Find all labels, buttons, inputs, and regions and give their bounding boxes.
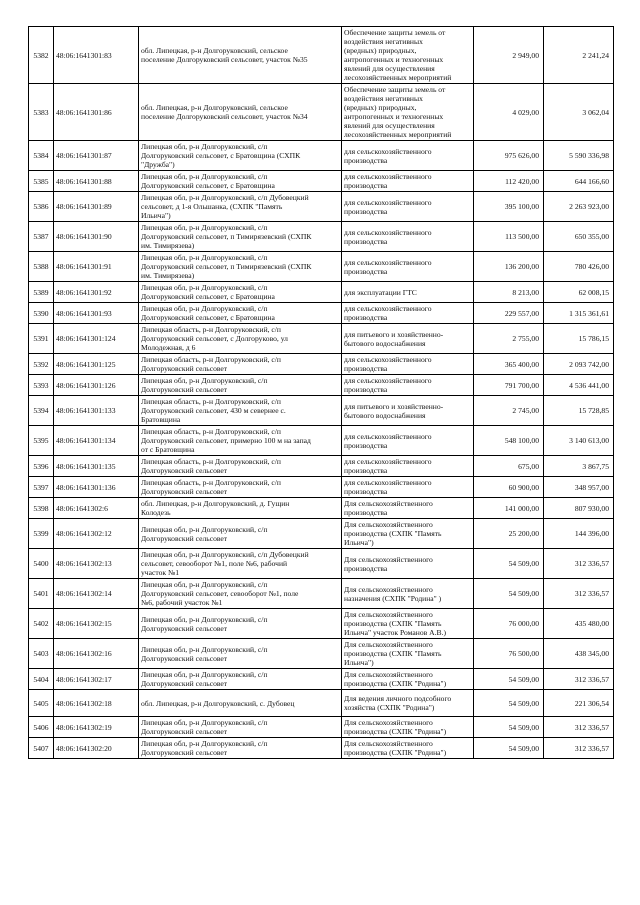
row-number: 5396 <box>29 456 54 477</box>
row-number: 5384 <box>29 141 54 171</box>
cadastral-number: 48:06:1641301:87 <box>54 141 139 171</box>
address: Липецкая область, р-н Долгоруковский, с/п Долгоруковский сельсовет <box>139 477 342 498</box>
permitted-use: для сельскохозяйственного производства <box>342 141 474 171</box>
table-row <box>29 282 614 303</box>
permitted-use: для сельскохозяйственного производства <box>342 222 474 252</box>
table-row <box>29 84 614 141</box>
address: обл. Липецкая, р-н Долгоруковский, сельское поселение Долгоруковский сельсовет, участок №34 <box>139 84 342 141</box>
table-row <box>29 252 614 282</box>
permitted-use: для сельскохозяйственного производства <box>342 426 474 456</box>
address: Липецкая область, р-н Долгоруковский, с/п Долгоруковский сельсовет <box>139 456 342 477</box>
cadastral-number: 48:06:1641301:83 <box>54 27 139 84</box>
address: Липецкая обл, р-н Долгоруковский, с/п Дубовецкий сельсовет, д 1-я Ольшанка, (СХПК "Память Ильича") <box>139 192 342 222</box>
area-value: 548 100,00 <box>474 426 544 456</box>
table-body <box>29 27 614 759</box>
address: Липецкая обл, р-н Долгоруковский, с/п Долгоруковский сельсовет <box>139 639 342 669</box>
cadastral-cost: 3 140 613,00 <box>544 426 614 456</box>
cadastral-number: 48:06:1641302:15 <box>54 609 139 639</box>
land-plots-table <box>28 26 614 759</box>
cadastral-number: 48:06:1641302:18 <box>54 690 139 717</box>
area-value: 2 949,00 <box>474 27 544 84</box>
cadastral-cost: 644 166,60 <box>544 171 614 192</box>
area-value: 791 700,00 <box>474 375 544 396</box>
cadastral-cost: 5 590 336,98 <box>544 141 614 171</box>
row-number: 5397 <box>29 477 54 498</box>
cadastral-cost: 312 336,57 <box>544 579 614 609</box>
area-value: 113 500,00 <box>474 222 544 252</box>
permitted-use: Для сельскохозяйственного производства <box>342 549 474 579</box>
row-number: 5385 <box>29 171 54 192</box>
cadastral-cost: 312 336,57 <box>544 738 614 759</box>
address: Липецкая обл, р-н Долгоруковский, с/п Долгоруковский сельсовет, с Братовщина <box>139 303 342 324</box>
row-number: 5402 <box>29 609 54 639</box>
cadastral-number: 48:06:1641301:89 <box>54 192 139 222</box>
permitted-use: для сельскохозяйственного производства <box>342 171 474 192</box>
cadastral-number: 48:06:1641301:86 <box>54 84 139 141</box>
table-row <box>29 498 614 519</box>
table-row <box>29 609 614 639</box>
row-number: 5393 <box>29 375 54 396</box>
row-number: 5399 <box>29 519 54 549</box>
permitted-use: Для сельскохозяйственного производства (СХПК "Память Ильича" участок Романов А.В.) <box>342 609 474 639</box>
permitted-use: Для сельскохозяйственного производства (СХПК "Память Ильича") <box>342 639 474 669</box>
address: Липецкая обл, р-н Долгоруковский, с/п Дубовецкий сельсовет, севооборот №1, поле №6, рабочий участок №1 <box>139 549 342 579</box>
cadastral-cost: 780 426,00 <box>544 252 614 282</box>
permitted-use: Для ведения личного подсобного хозяйства (СХПК "Родина") <box>342 690 474 717</box>
table-row <box>29 192 614 222</box>
cadastral-cost: 3 062,04 <box>544 84 614 141</box>
address: Липецкая область, р-н Долгоруковский, с/п Долгоруковский сельсовет <box>139 354 342 375</box>
address: Липецкая обл, р-н Долгоруковский, с/п Долгоруковский сельсовет, с Братовщина <box>139 282 342 303</box>
table-row <box>29 222 614 252</box>
cadastral-cost: 4 536 441,00 <box>544 375 614 396</box>
cadastral-cost: 3 867,75 <box>544 456 614 477</box>
table-row <box>29 690 614 717</box>
cadastral-cost: 15 728,85 <box>544 396 614 426</box>
row-number: 5407 <box>29 738 54 759</box>
area-value: 25 200,00 <box>474 519 544 549</box>
cadastral-number: 48:06:1641302:6 <box>54 498 139 519</box>
area-value: 229 557,00 <box>474 303 544 324</box>
cadastral-number: 48:06:1641301:93 <box>54 303 139 324</box>
address: Липецкая обл, р-н Долгоруковский, с/п Долгоруковский сельсовет <box>139 669 342 690</box>
area-value: 76 000,00 <box>474 609 544 639</box>
cadastral-number: 48:06:1641301:126 <box>54 375 139 396</box>
address: Липецкая обл, р-н Долгоруковский, с/п Долгоруковский сельсовет <box>139 519 342 549</box>
area-value: 2 755,00 <box>474 324 544 354</box>
permitted-use: Для сельскохозяйственного производства (СХПК "Память Ильича") <box>342 519 474 549</box>
table-row <box>29 141 614 171</box>
cadastral-number: 48:06:1641302:13 <box>54 549 139 579</box>
area-value: 8 213,00 <box>474 282 544 303</box>
cadastral-cost: 807 930,00 <box>544 498 614 519</box>
address: Липецкая обл, р-н Долгоруковский, с/п Долгоруковский сельсовет <box>139 609 342 639</box>
area-value: 112 420,00 <box>474 171 544 192</box>
row-number: 5390 <box>29 303 54 324</box>
row-number: 5383 <box>29 84 54 141</box>
permitted-use: Обеспечение защиты земель от воздействия негативных (вредных) природных, антропогенных и техногенных явлений для осуществления лесохозяйственных мероприятий <box>342 27 474 84</box>
area-value: 365 400,00 <box>474 354 544 375</box>
permitted-use: Для сельскохозяйственного назначения (СХПК "Родина" ) <box>342 579 474 609</box>
permitted-use: для сельскохозяйственного производства <box>342 192 474 222</box>
area-value: 60 900,00 <box>474 477 544 498</box>
row-number: 5400 <box>29 549 54 579</box>
row-number: 5392 <box>29 354 54 375</box>
table-row <box>29 549 614 579</box>
cadastral-number: 48:06:1641301:133 <box>54 396 139 426</box>
cadastral-number: 48:06:1641301:91 <box>54 252 139 282</box>
permitted-use: для сельскохозяйственного производства <box>342 354 474 375</box>
permitted-use: Для сельскохозяйственного производства <box>342 498 474 519</box>
address: Липецкая обл, р-н Долгоруковский, с/п Долгоруковский сельсовет <box>139 375 342 396</box>
table-row <box>29 519 614 549</box>
row-number: 5403 <box>29 639 54 669</box>
area-value: 141 000,00 <box>474 498 544 519</box>
table-row <box>29 375 614 396</box>
address: Липецкая область, р-н Долгоруковский, с/п Долгоруковский сельсовет, 430 м севернее с. Братовщина <box>139 396 342 426</box>
permitted-use: для сельскохозяйственного производства <box>342 477 474 498</box>
address: Липецкая область, р-н Долгоруковский, с/п Долгоруковский сельсовет, примерно 100 м на запад от с Братовщина <box>139 426 342 456</box>
table-row <box>29 354 614 375</box>
table-row <box>29 27 614 84</box>
table-row <box>29 324 614 354</box>
table-row <box>29 426 614 456</box>
permitted-use: для сельскохозяйственного производства <box>342 456 474 477</box>
permitted-use: для питьевого и хозяйственно- бытового водоснабжения <box>342 324 474 354</box>
area-value: 54 509,00 <box>474 738 544 759</box>
area-value: 54 509,00 <box>474 690 544 717</box>
area-value: 54 509,00 <box>474 579 544 609</box>
cadastral-number: 48:06:1641302:17 <box>54 669 139 690</box>
table-row <box>29 477 614 498</box>
cadastral-cost: 2 263 923,00 <box>544 192 614 222</box>
address: Липецкая обл, р-н Долгоруковский, с/п Долгоруковский сельсовет <box>139 738 342 759</box>
area-value: 54 509,00 <box>474 717 544 738</box>
cadastral-number: 48:06:1641301:136 <box>54 477 139 498</box>
permitted-use: для сельскохозяйственного производства <box>342 375 474 396</box>
cadastral-cost: 348 957,00 <box>544 477 614 498</box>
cadastral-cost: 2 241,24 <box>544 27 614 84</box>
table-row <box>29 303 614 324</box>
row-number: 5395 <box>29 426 54 456</box>
cadastral-number: 48:06:1641301:124 <box>54 324 139 354</box>
table-row <box>29 171 614 192</box>
area-value: 4 029,00 <box>474 84 544 141</box>
cadastral-number: 48:06:1641302:16 <box>54 639 139 669</box>
address: обл. Липецкая, р-н Долгоруковский, с. Дубовец <box>139 690 342 717</box>
address: обл. Липецкая, р-н Долгоруковский, сельское поселение Долгоруковский сельсовет, участок №35 <box>139 27 342 84</box>
area-value: 675,00 <box>474 456 544 477</box>
cadastral-number: 48:06:1641302:14 <box>54 579 139 609</box>
address: Липецкая область, р-н Долгоруковский, с/п Долгоруковский сельсовет, с Долгоруково, ул Молодежная, д 6 <box>139 324 342 354</box>
row-number: 5391 <box>29 324 54 354</box>
row-number: 5405 <box>29 690 54 717</box>
area-value: 136 200,00 <box>474 252 544 282</box>
cadastral-cost: 435 480,00 <box>544 609 614 639</box>
cadastral-cost: 312 336,57 <box>544 549 614 579</box>
area-value: 54 509,00 <box>474 669 544 690</box>
row-number: 5406 <box>29 717 54 738</box>
row-number: 5401 <box>29 579 54 609</box>
permitted-use: Обеспечение защиты земель от воздействия негативных (вредных) природных, антропогенных и техногенных явлений для осуществления лесохозяйственных мероприятий <box>342 84 474 141</box>
cadastral-number: 48:06:1641301:135 <box>54 456 139 477</box>
area-value: 54 509,00 <box>474 549 544 579</box>
permitted-use: Для сельскохозяйственного производства (СХПК "Родина") <box>342 717 474 738</box>
cadastral-cost: 312 336,57 <box>544 669 614 690</box>
cadastral-cost: 15 786,15 <box>544 324 614 354</box>
address: Липецкая обл, р-н Долгоруковский, с/п Долгоруковский сельсовет, с Братовщина (СХПК "Дружба") <box>139 141 342 171</box>
table-row <box>29 717 614 738</box>
cadastral-cost: 144 396,00 <box>544 519 614 549</box>
row-number: 5386 <box>29 192 54 222</box>
row-number: 5389 <box>29 282 54 303</box>
area-value: 975 626,00 <box>474 141 544 171</box>
area-value: 76 500,00 <box>474 639 544 669</box>
permitted-use: Для сельскохозяйственного производства (СХПК "Родина") <box>342 669 474 690</box>
table-row <box>29 456 614 477</box>
address: Липецкая обл, р-н Долгоруковский, с/п Долгоруковский сельсовет, п Тимирязевский (СХПК им. Тимирязева) <box>139 252 342 282</box>
table-row <box>29 639 614 669</box>
cadastral-number: 48:06:1641302:12 <box>54 519 139 549</box>
table-row <box>29 669 614 690</box>
cadastral-number: 48:06:1641302:19 <box>54 717 139 738</box>
row-number: 5382 <box>29 27 54 84</box>
address: Липецкая обл, р-н Долгоруковский, с/п Долгоруковский сельсовет, п Тимирязевский (СХПК им. Тимирязева) <box>139 222 342 252</box>
row-number: 5388 <box>29 252 54 282</box>
address: обл. Липецкая, р-н Долгоруковский, д. Гущин Колодезь <box>139 498 342 519</box>
row-number: 5387 <box>29 222 54 252</box>
permitted-use: для сельскохозяйственного производства <box>342 303 474 324</box>
permitted-use: для питьевого и хозяйственно- бытового водоснабжения <box>342 396 474 426</box>
cadastral-cost: 312 336,57 <box>544 717 614 738</box>
table-row <box>29 579 614 609</box>
cadastral-number: 48:06:1641302:20 <box>54 738 139 759</box>
cadastral-cost: 221 306,54 <box>544 690 614 717</box>
cadastral-number: 48:06:1641301:92 <box>54 282 139 303</box>
address: Липецкая обл, р-н Долгоруковский, с/п Долгоруковский сельсовет <box>139 717 342 738</box>
row-number: 5394 <box>29 396 54 426</box>
address: Липецкая обл, р-н Долгоруковский, с/п Долгоруковский сельсовет, севооборот №1, поле №6, рабочий участок №1 <box>139 579 342 609</box>
cadastral-number: 48:06:1641301:134 <box>54 426 139 456</box>
table-row <box>29 396 614 426</box>
cadastral-cost: 2 093 742,00 <box>544 354 614 375</box>
permitted-use: для сельскохозяйственного производства <box>342 252 474 282</box>
permitted-use: Для сельскохозяйственного производства (СХПК "Родина") <box>342 738 474 759</box>
cadastral-number: 48:06:1641301:125 <box>54 354 139 375</box>
cadastral-cost: 438 345,00 <box>544 639 614 669</box>
cadastral-cost: 62 008,15 <box>544 282 614 303</box>
area-value: 395 100,00 <box>474 192 544 222</box>
address: Липецкая обл, р-н Долгоруковский, с/п Долгоруковский сельсовет, с Братовщина <box>139 171 342 192</box>
cadastral-number: 48:06:1641301:88 <box>54 171 139 192</box>
row-number: 5404 <box>29 669 54 690</box>
table-row <box>29 738 614 759</box>
row-number: 5398 <box>29 498 54 519</box>
cadastral-number: 48:06:1641301:90 <box>54 222 139 252</box>
cadastral-cost: 1 315 361,61 <box>544 303 614 324</box>
cadastral-cost: 650 355,00 <box>544 222 614 252</box>
permitted-use: для эксплуатации ГТС <box>342 282 474 303</box>
area-value: 2 745,00 <box>474 396 544 426</box>
